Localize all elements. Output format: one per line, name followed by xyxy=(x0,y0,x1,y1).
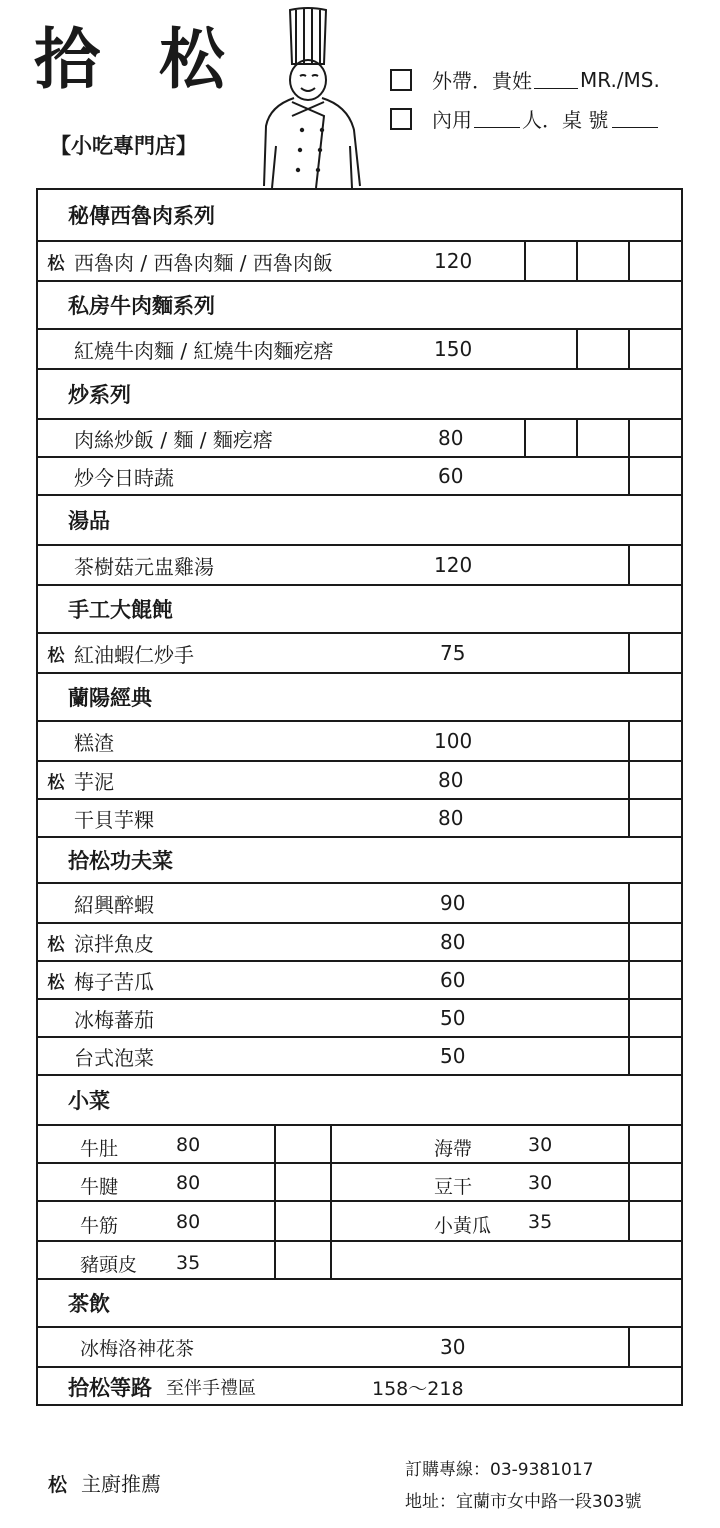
dinein-people-label: 人．桌 號 xyxy=(522,108,609,132)
menu-item[interactable] xyxy=(38,1038,681,1076)
item-name: 涼拌魚皮 xyxy=(74,931,154,956)
chef-recommend-icon: 松 xyxy=(47,645,65,666)
menu-item[interactable] xyxy=(38,546,681,586)
takeout-label: 外帶．貴姓 xyxy=(432,69,532,93)
order-phone: 訂購專線：03-9381017 xyxy=(405,1460,594,1480)
item-price: 60 xyxy=(440,968,466,992)
item-name: 紅燒牛肉麵 / 紅燒牛肉麵疙瘩 xyxy=(74,338,334,363)
item-name: 茶樹菇元盅雞湯 xyxy=(74,554,214,579)
table-field[interactable] xyxy=(612,109,658,128)
item-name: 西魯肉 / 西魯肉麵 / 西魯肉飯 xyxy=(74,250,333,275)
chef-recommend-icon: 松 xyxy=(47,772,65,793)
item-price: 80 xyxy=(438,768,464,792)
item-price: 90 xyxy=(440,891,466,915)
menu-item[interactable] xyxy=(38,242,681,282)
restaurant-subtitle: 【小吃專門店】 xyxy=(50,134,197,158)
legend xyxy=(48,1468,161,1497)
chef-illustration xyxy=(258,6,370,192)
side-price: 35 xyxy=(528,1211,553,1233)
chef-recommend-icon: 松 xyxy=(47,972,65,993)
side-price: 80 xyxy=(176,1134,201,1156)
chef-recommend-icon: 松 xyxy=(47,934,65,955)
menu-item[interactable] xyxy=(38,722,681,762)
people-field[interactable] xyxy=(474,109,520,128)
gift-price: 158～218 xyxy=(372,1377,464,1400)
side-name: 小黃瓜 xyxy=(434,1215,492,1237)
item-price: 150 xyxy=(434,337,473,361)
item-price: 80 xyxy=(438,806,464,830)
item-name: 冰梅蕃茄 xyxy=(74,1007,154,1032)
side-dish-row[interactable] xyxy=(38,1242,681,1280)
menu-item[interactable] xyxy=(38,800,681,838)
item-name: 紹興醉蝦 xyxy=(74,892,154,917)
gift-row[interactable] xyxy=(38,1368,681,1406)
menu-item[interactable] xyxy=(38,884,681,924)
section-header: 蘭陽經典 xyxy=(38,674,681,722)
menu-item[interactable] xyxy=(38,1000,681,1038)
side-dish-row[interactable] xyxy=(38,1164,681,1202)
restaurant-logo: 拾 松 xyxy=(34,20,243,98)
item-price: 60 xyxy=(438,464,464,488)
side-price: 30 xyxy=(528,1172,553,1194)
item-name: 冰梅洛神花茶 xyxy=(80,1337,195,1360)
legend-text: 主廚推薦 xyxy=(81,1472,162,1496)
item-name: 糕渣 xyxy=(74,730,114,755)
menu-item[interactable] xyxy=(38,962,681,1000)
item-name: 干貝芋粿 xyxy=(74,807,154,832)
side-price: 80 xyxy=(176,1211,201,1233)
section-header: 私房牛肉麵系列 xyxy=(38,282,681,330)
section-header: 拾松功夫菜 xyxy=(38,838,681,884)
chef-recommend-icon: 松 xyxy=(47,253,65,274)
item-name: 肉絲炒飯 / 麵 / 麵疙瘩 xyxy=(74,427,273,452)
section-header: 湯品 xyxy=(38,496,681,546)
item-name: 炒今日時蔬 xyxy=(74,465,174,490)
item-name: 芋泥 xyxy=(74,769,114,794)
side-name: 牛筋 xyxy=(80,1215,119,1237)
section-header: 炒系列 xyxy=(38,370,681,420)
address: 地址：宜蘭市女中路一段303號 xyxy=(405,1492,642,1512)
takeout-option[interactable] xyxy=(390,65,660,94)
menu-item[interactable] xyxy=(38,762,681,800)
item-price: 80 xyxy=(440,930,466,954)
item-name: 梅子苦瓜 xyxy=(74,969,154,994)
item-price: 50 xyxy=(440,1006,466,1030)
section-header: 茶飲 xyxy=(38,1280,681,1328)
item-price: 30 xyxy=(440,1335,466,1359)
side-price: 80 xyxy=(176,1172,201,1194)
side-name: 海帶 xyxy=(434,1138,473,1160)
menu-item[interactable] xyxy=(38,458,681,496)
menu-item[interactable] xyxy=(38,420,681,458)
gift-title: 拾松等路 xyxy=(68,1376,152,1400)
side-name: 牛腱 xyxy=(80,1176,119,1198)
menu-item[interactable] xyxy=(38,924,681,962)
dinein-option[interactable] xyxy=(390,104,658,133)
item-price: 120 xyxy=(434,553,473,577)
side-name: 豆干 xyxy=(434,1176,473,1198)
takeout-suffix: MR./MS. xyxy=(580,67,660,92)
item-price: 50 xyxy=(440,1044,466,1068)
menu-item[interactable] xyxy=(38,330,681,370)
side-dish-row[interactable] xyxy=(38,1202,681,1242)
chef-recommend-icon: 松 xyxy=(48,1474,68,1496)
dinein-checkbox[interactable] xyxy=(390,108,412,130)
takeout-checkbox[interactable] xyxy=(390,69,412,91)
item-price: 100 xyxy=(434,729,473,753)
section-header: 秘傳西魯肉系列 xyxy=(38,190,681,242)
side-price: 30 xyxy=(528,1134,553,1156)
gift-desc: 至伴手禮區 xyxy=(166,1378,256,1399)
dinein-label: 內用 xyxy=(432,108,472,132)
item-price: 75 xyxy=(440,641,466,665)
item-name: 台式泡菜 xyxy=(74,1045,154,1070)
section-header: 手工大餛飩 xyxy=(38,586,681,634)
menu-table xyxy=(36,188,683,1406)
side-price: 35 xyxy=(176,1252,201,1274)
section-header: 小菜 xyxy=(38,1076,681,1126)
side-name: 豬頭皮 xyxy=(80,1254,138,1276)
item-name: 紅油蝦仁炒手 xyxy=(74,642,194,667)
item-price: 120 xyxy=(434,249,473,273)
side-name: 牛肚 xyxy=(80,1138,119,1160)
surname-field[interactable] xyxy=(534,70,578,89)
menu-item[interactable] xyxy=(38,1328,681,1368)
side-dish-row[interactable] xyxy=(38,1126,681,1164)
item-price: 80 xyxy=(438,426,464,450)
menu-item[interactable] xyxy=(38,634,681,674)
